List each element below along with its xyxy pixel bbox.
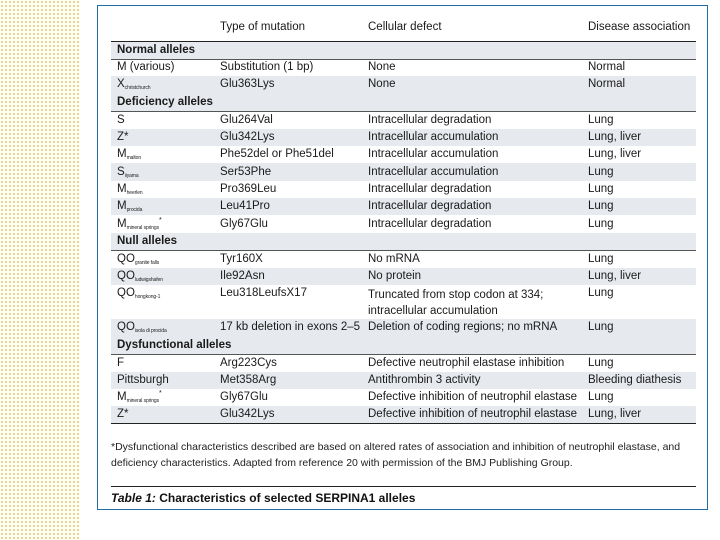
table-row — [111, 76, 696, 93]
allele-cell — [111, 181, 214, 198]
header-defect: Cellular defect — [362, 14, 582, 41]
section-title: Dysfunctional alleles — [111, 337, 696, 355]
allele-cell — [111, 355, 214, 372]
allele-cell — [111, 198, 214, 215]
disease-cell: Lung, liver — [588, 148, 642, 161]
allele-name: F — [117, 356, 125, 369]
allele-name: Z* — [117, 131, 129, 144]
disease-cell: Lung — [588, 391, 614, 404]
table-row — [111, 163, 696, 180]
disease-cell: Normal — [588, 61, 626, 74]
table-row — [111, 372, 696, 389]
allele-subscript: hongkong-1 — [134, 294, 161, 301]
disease-cell: Lung — [588, 113, 614, 126]
defect-cell: Defective inhibition of neutrophil elastase — [362, 406, 582, 423]
allele-name: M — [117, 148, 127, 161]
allele-name: S — [117, 113, 125, 126]
mutation-cell: Gly67Glu — [220, 391, 268, 404]
allele-subscript: ludwigshafen — [134, 277, 163, 284]
table-row — [111, 251, 696, 268]
dotted-margin-pattern — [0, 0, 80, 540]
allele-subscript: malton — [126, 155, 142, 162]
allele-cell — [111, 268, 214, 285]
defect-cell: Intracellular accumulation — [368, 148, 499, 161]
caption-label: Table 1: — [111, 491, 156, 505]
mutation-cell: Glu264Val — [220, 113, 273, 126]
table-row — [111, 59, 696, 76]
table-row — [111, 112, 696, 129]
mutation-cell: Phe52del or Phe51del — [220, 148, 334, 161]
mutation-cell: Tyr160X — [220, 253, 263, 266]
footnote: *Dysfunctional characteristics described are based on altered rates of association and inhibition of neutrophil elastase, and deficiency characteristics. Adapted from reference 20 with permission of the BMJ Publishing Group. — [111, 441, 681, 469]
allele-name: QO — [117, 321, 135, 334]
disease-cell: Lung, liver — [582, 268, 696, 285]
allele-cell — [111, 389, 214, 406]
disease-cell: Lung — [588, 287, 614, 300]
mutation-cell: Met358Arg — [214, 372, 362, 389]
section-title: Null alleles — [111, 233, 696, 251]
caption-text: Characteristics of selected SERPINA1 alleles — [159, 491, 416, 505]
allele-name: S — [117, 165, 125, 178]
table-row — [111, 215, 696, 232]
disease-cell: Normal — [582, 76, 696, 93]
table-row — [111, 355, 696, 372]
table-row — [111, 406, 696, 423]
mutation-cell: Ser53Phe — [214, 163, 362, 180]
defect-cell: Truncated from stop codon at 334; intracellular accumulation — [368, 289, 544, 318]
allele-name: Z* — [117, 408, 129, 421]
section-title: Deficiency alleles — [111, 94, 696, 112]
mutation-cell: Leu41Pro — [214, 198, 362, 215]
mutation-cell: Ile92Asn — [214, 268, 362, 285]
allele-cell — [111, 406, 214, 423]
allele-cell — [111, 319, 214, 336]
header-allele — [111, 14, 214, 41]
allele-name: QO — [117, 270, 135, 283]
allele-superscript: * — [159, 216, 162, 224]
table-row — [111, 285, 696, 319]
mutation-cell: Pro369Leu — [220, 182, 277, 195]
allele-subscript: mineral springs — [126, 398, 159, 405]
allele-name: M — [117, 200, 127, 213]
section-row — [111, 41, 696, 59]
allele-name: M — [117, 391, 127, 404]
table-row — [111, 319, 696, 336]
allele-cell — [111, 59, 214, 76]
mutation-cell: Arg223Cys — [220, 356, 277, 369]
table-row — [111, 268, 696, 285]
defect-cell: Intracellular degradation — [362, 198, 582, 215]
mutation-cell: Glu342Lys — [214, 129, 362, 146]
mutation-cell: Leu318LeufsX17 — [220, 287, 307, 300]
section-row — [111, 94, 696, 112]
disease-cell: Lung — [588, 253, 614, 266]
defect-cell: Intracellular degradation — [368, 182, 492, 195]
allele-name: X — [117, 78, 125, 91]
table-body — [111, 41, 696, 424]
header-disease: Disease association — [582, 14, 696, 41]
defect-cell: Intracellular accumulation — [362, 163, 582, 180]
table-caption — [111, 486, 696, 505]
allele-cell — [111, 163, 214, 180]
allele-cell — [111, 129, 214, 146]
allele-name: QO — [117, 253, 135, 266]
defect-cell: None — [368, 61, 396, 74]
allele-cell — [111, 215, 214, 232]
disease-cell: Lung — [582, 163, 696, 180]
allele-table — [111, 14, 696, 424]
disease-cell: Bleeding diathesis — [582, 372, 696, 389]
mutation-cell: 17 kb deletion in exons 2–5 — [214, 319, 362, 336]
disease-cell: Lung — [582, 319, 696, 336]
table-row — [111, 181, 696, 198]
allele-cell — [111, 285, 214, 319]
disease-cell: Lung — [588, 182, 614, 195]
mutation-cell: Glu342Lys — [214, 406, 362, 423]
defect-cell: None — [362, 76, 582, 93]
disease-cell: Lung, liver — [582, 129, 696, 146]
defect-cell: Intracellular accumulation — [362, 129, 582, 146]
disease-cell: Lung — [588, 217, 614, 230]
allele-name: M (various) — [117, 61, 175, 74]
defect-cell: Intracellular degradation — [368, 217, 492, 230]
header-mutation: Type of mutation — [214, 14, 362, 41]
allele-superscript: * — [159, 390, 162, 398]
defect-cell: No protein — [362, 268, 582, 285]
allele-cell — [111, 372, 214, 389]
allele-name: QO — [117, 287, 135, 300]
section-row — [111, 233, 696, 251]
allele-name: M — [117, 182, 127, 195]
table-row — [111, 129, 696, 146]
mutation-cell: Gly67Glu — [220, 217, 268, 230]
mutation-cell: Substitution (1 bp) — [220, 61, 314, 74]
allele-cell — [111, 112, 214, 129]
mutation-cell: Glu363Lys — [214, 76, 362, 93]
section-row — [111, 337, 696, 355]
table-card — [97, 5, 708, 510]
disease-cell: Lung, liver — [582, 406, 696, 423]
allele-subscript: procida — [126, 207, 143, 214]
allele-subscript: mineral springs — [126, 224, 159, 231]
section-title: Normal alleles — [111, 41, 696, 59]
allele-cell — [111, 251, 214, 268]
disease-cell: Lung — [588, 356, 614, 369]
allele-subscript: christchurch — [124, 85, 151, 92]
allele-cell — [111, 76, 214, 93]
disease-cell: Lung — [582, 198, 696, 215]
defect-cell: Deletion of coding regions; no mRNA — [362, 319, 582, 336]
defect-cell: No mRNA — [368, 253, 420, 266]
allele-subscript: granite falls — [134, 260, 160, 267]
table-row — [111, 146, 696, 163]
allele-cell — [111, 146, 214, 163]
defect-cell: Antithrombin 3 activity — [362, 372, 582, 389]
allele-name: M — [117, 217, 127, 230]
defect-cell: Defective inhibition of neutrophil elastase — [368, 391, 578, 404]
allele-name: Pittsburgh — [117, 374, 169, 386]
header-row — [111, 14, 696, 41]
table-row — [111, 389, 696, 406]
defect-cell: Defective neutrophil elastase inhibition — [368, 356, 565, 369]
allele-subscript: heerlen — [126, 189, 143, 196]
allele-subscript: iiyama — [124, 172, 139, 179]
table-row — [111, 198, 696, 215]
allele-subscript: isola di procida — [134, 328, 167, 335]
defect-cell: Intracellular degradation — [368, 113, 492, 126]
